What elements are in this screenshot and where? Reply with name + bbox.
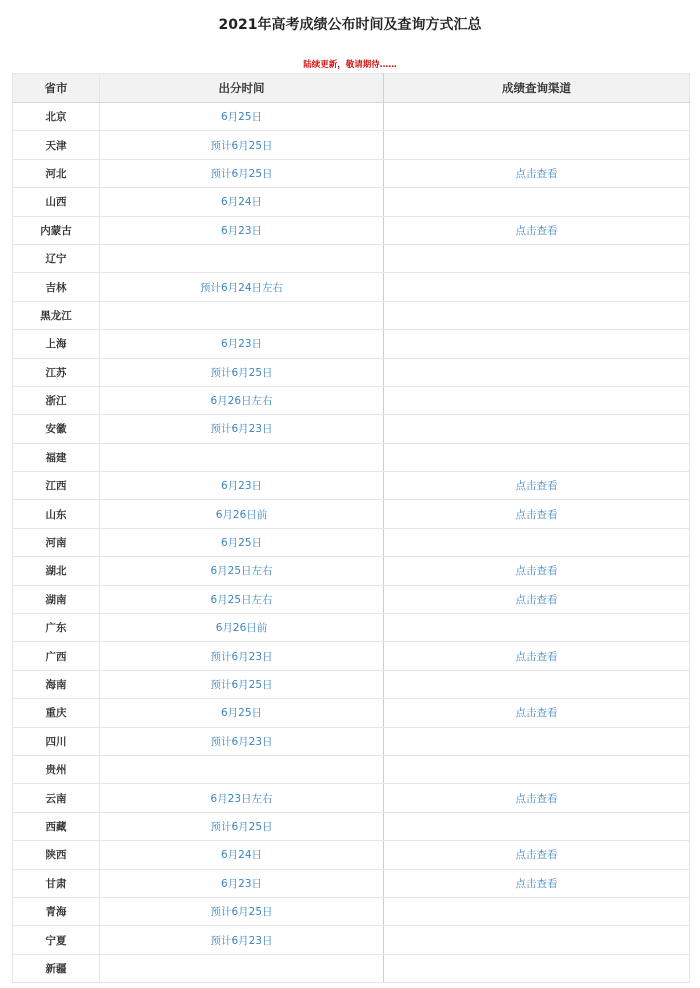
query-link[interactable]: 点击查看 bbox=[515, 565, 558, 578]
province-cell: 新疆 bbox=[13, 954, 100, 982]
query-channel-cell bbox=[384, 954, 690, 982]
table-row bbox=[13, 869, 690, 897]
release-time-cell bbox=[100, 244, 384, 272]
query-link[interactable]: 点击查看 bbox=[515, 650, 558, 663]
release-time-cell bbox=[100, 755, 384, 783]
update-notice: 陆续更新，敬请期待…… bbox=[303, 60, 397, 70]
table-row bbox=[13, 301, 690, 329]
table-row bbox=[13, 500, 690, 528]
query-channel-cell bbox=[384, 614, 690, 642]
table-row bbox=[13, 188, 690, 216]
release-time-cell bbox=[100, 443, 384, 471]
province-cell: 宁夏 bbox=[13, 926, 100, 954]
query-channel-cell bbox=[384, 642, 690, 670]
release-time-cell: 预计6月23日 bbox=[100, 727, 384, 755]
query-channel-cell bbox=[384, 926, 690, 954]
header-province: 省市 bbox=[13, 74, 100, 103]
query-channel-cell bbox=[384, 131, 690, 159]
province-cell: 福建 bbox=[13, 443, 100, 471]
table-row bbox=[13, 926, 690, 954]
province-cell: 海南 bbox=[13, 670, 100, 698]
province-cell: 四川 bbox=[13, 727, 100, 755]
province-cell: 内蒙古 bbox=[13, 216, 100, 244]
province-cell: 山东 bbox=[13, 500, 100, 528]
table-row bbox=[13, 784, 690, 812]
query-channel-cell bbox=[384, 585, 690, 613]
table-row bbox=[13, 897, 690, 925]
province-cell: 河南 bbox=[13, 528, 100, 556]
table-row bbox=[13, 273, 690, 301]
query-channel-cell bbox=[384, 755, 690, 783]
release-time-cell: 6月23日 bbox=[100, 330, 384, 358]
table-row bbox=[13, 528, 690, 556]
query-link[interactable]: 点击查看 bbox=[515, 593, 558, 606]
query-channel-cell bbox=[384, 443, 690, 471]
province-cell: 江西 bbox=[13, 472, 100, 500]
release-time-cell: 预计6月23日 bbox=[100, 415, 384, 443]
table-body bbox=[13, 103, 690, 983]
table-row bbox=[13, 443, 690, 471]
province-cell: 陕西 bbox=[13, 841, 100, 869]
release-time-cell: 6月25日左右 bbox=[100, 585, 384, 613]
query-channel-cell bbox=[384, 727, 690, 755]
province-cell: 青海 bbox=[13, 897, 100, 925]
query-channel-cell bbox=[384, 330, 690, 358]
query-channel-cell bbox=[384, 216, 690, 244]
table-row bbox=[13, 954, 690, 982]
release-time-cell: 6月23日 bbox=[100, 216, 384, 244]
province-cell: 北京 bbox=[13, 103, 100, 131]
release-time-cell: 6月25日 bbox=[100, 103, 384, 131]
province-cell: 浙江 bbox=[13, 386, 100, 414]
query-channel-cell bbox=[384, 557, 690, 585]
table-row bbox=[13, 557, 690, 585]
query-channel-cell bbox=[384, 358, 690, 386]
release-time-cell: 6月25日左右 bbox=[100, 557, 384, 585]
header-release-time: 出分时间 bbox=[100, 74, 384, 103]
query-link[interactable]: 点击查看 bbox=[515, 480, 558, 493]
query-channel-cell bbox=[384, 812, 690, 840]
query-link[interactable]: 点击查看 bbox=[515, 792, 558, 805]
table-row bbox=[13, 699, 690, 727]
query-channel-cell bbox=[384, 188, 690, 216]
province-cell: 上海 bbox=[13, 330, 100, 358]
table-row bbox=[13, 330, 690, 358]
release-time-cell: 6月23日左右 bbox=[100, 784, 384, 812]
query-channel-cell bbox=[384, 897, 690, 925]
province-cell: 吉林 bbox=[13, 273, 100, 301]
province-cell: 甘肃 bbox=[13, 869, 100, 897]
province-cell: 安徽 bbox=[13, 415, 100, 443]
table-row bbox=[13, 159, 690, 187]
query-channel-cell bbox=[384, 869, 690, 897]
province-cell: 贵州 bbox=[13, 755, 100, 783]
province-cell: 湖北 bbox=[13, 557, 100, 585]
province-cell: 云南 bbox=[13, 784, 100, 812]
release-time-cell: 预计6月23日 bbox=[100, 926, 384, 954]
table-row bbox=[13, 614, 690, 642]
query-channel-cell bbox=[384, 528, 690, 556]
release-time-cell bbox=[100, 301, 384, 329]
province-cell: 辽宁 bbox=[13, 244, 100, 272]
query-channel-cell bbox=[384, 670, 690, 698]
table-row bbox=[13, 131, 690, 159]
query-link[interactable]: 点击查看 bbox=[515, 224, 558, 237]
release-time-cell: 预计6月25日 bbox=[100, 670, 384, 698]
query-channel-cell bbox=[384, 500, 690, 528]
query-channel-cell bbox=[384, 244, 690, 272]
query-link[interactable]: 点击查看 bbox=[515, 877, 558, 890]
query-channel-cell bbox=[384, 699, 690, 727]
province-cell: 西藏 bbox=[13, 812, 100, 840]
release-time-cell: 6月26日左右 bbox=[100, 386, 384, 414]
province-cell: 重庆 bbox=[13, 699, 100, 727]
table-row bbox=[13, 670, 690, 698]
release-time-cell: 6月26日前 bbox=[100, 500, 384, 528]
query-link[interactable]: 点击查看 bbox=[515, 849, 558, 862]
release-time-cell: 6月26日前 bbox=[100, 614, 384, 642]
province-cell: 山西 bbox=[13, 188, 100, 216]
table-row bbox=[13, 358, 690, 386]
province-cell: 黑龙江 bbox=[13, 301, 100, 329]
table-row bbox=[13, 642, 690, 670]
release-time-cell: 预计6月25日 bbox=[100, 812, 384, 840]
query-link[interactable]: 点击查看 bbox=[515, 167, 558, 180]
query-channel-cell bbox=[384, 159, 690, 187]
release-time-cell: 预计6月23日 bbox=[100, 642, 384, 670]
table-row bbox=[13, 103, 690, 131]
release-time-cell: 预计6月25日 bbox=[100, 131, 384, 159]
query-link[interactable]: 点击查看 bbox=[515, 707, 558, 720]
table-row bbox=[13, 755, 690, 783]
table-row bbox=[13, 585, 690, 613]
query-channel-cell bbox=[384, 386, 690, 414]
table-row bbox=[13, 841, 690, 869]
query-channel-cell bbox=[384, 841, 690, 869]
release-time-cell: 预计6月25日 bbox=[100, 897, 384, 925]
province-cell: 江苏 bbox=[13, 358, 100, 386]
query-channel-cell bbox=[384, 301, 690, 329]
table-row bbox=[13, 812, 690, 840]
province-cell: 河北 bbox=[13, 159, 100, 187]
query-channel-cell bbox=[384, 784, 690, 812]
release-time-cell: 预计6月24日左右 bbox=[100, 273, 384, 301]
table-row bbox=[13, 386, 690, 414]
query-channel-cell bbox=[384, 103, 690, 131]
province-cell: 广西 bbox=[13, 642, 100, 670]
release-time-cell: 预计6月25日 bbox=[100, 159, 384, 187]
page-title: 2021年高考成绩公布时间及查询方式汇总 bbox=[218, 17, 482, 33]
table-row bbox=[13, 415, 690, 443]
table-row bbox=[13, 216, 690, 244]
score-release-table bbox=[12, 73, 690, 983]
table-header-row bbox=[13, 74, 690, 103]
release-time-cell: 预计6月25日 bbox=[100, 358, 384, 386]
header-query-channel: 成绩查询渠道 bbox=[384, 74, 690, 103]
release-time-cell: 6月24日 bbox=[100, 841, 384, 869]
release-time-cell bbox=[100, 954, 384, 982]
province-cell: 天津 bbox=[13, 131, 100, 159]
release-time-cell: 6月23日 bbox=[100, 472, 384, 500]
table-row bbox=[13, 727, 690, 755]
table-row bbox=[13, 472, 690, 500]
province-cell: 广东 bbox=[13, 614, 100, 642]
query-link[interactable]: 点击查看 bbox=[515, 508, 558, 521]
province-cell: 湖南 bbox=[13, 585, 100, 613]
release-time-cell: 6月25日 bbox=[100, 699, 384, 727]
table-row bbox=[13, 244, 690, 272]
release-time-cell: 6月23日 bbox=[100, 869, 384, 897]
query-channel-cell bbox=[384, 415, 690, 443]
query-channel-cell bbox=[384, 472, 690, 500]
query-channel-cell bbox=[384, 273, 690, 301]
release-time-cell: 6月25日 bbox=[100, 528, 384, 556]
release-time-cell: 6月24日 bbox=[100, 188, 384, 216]
